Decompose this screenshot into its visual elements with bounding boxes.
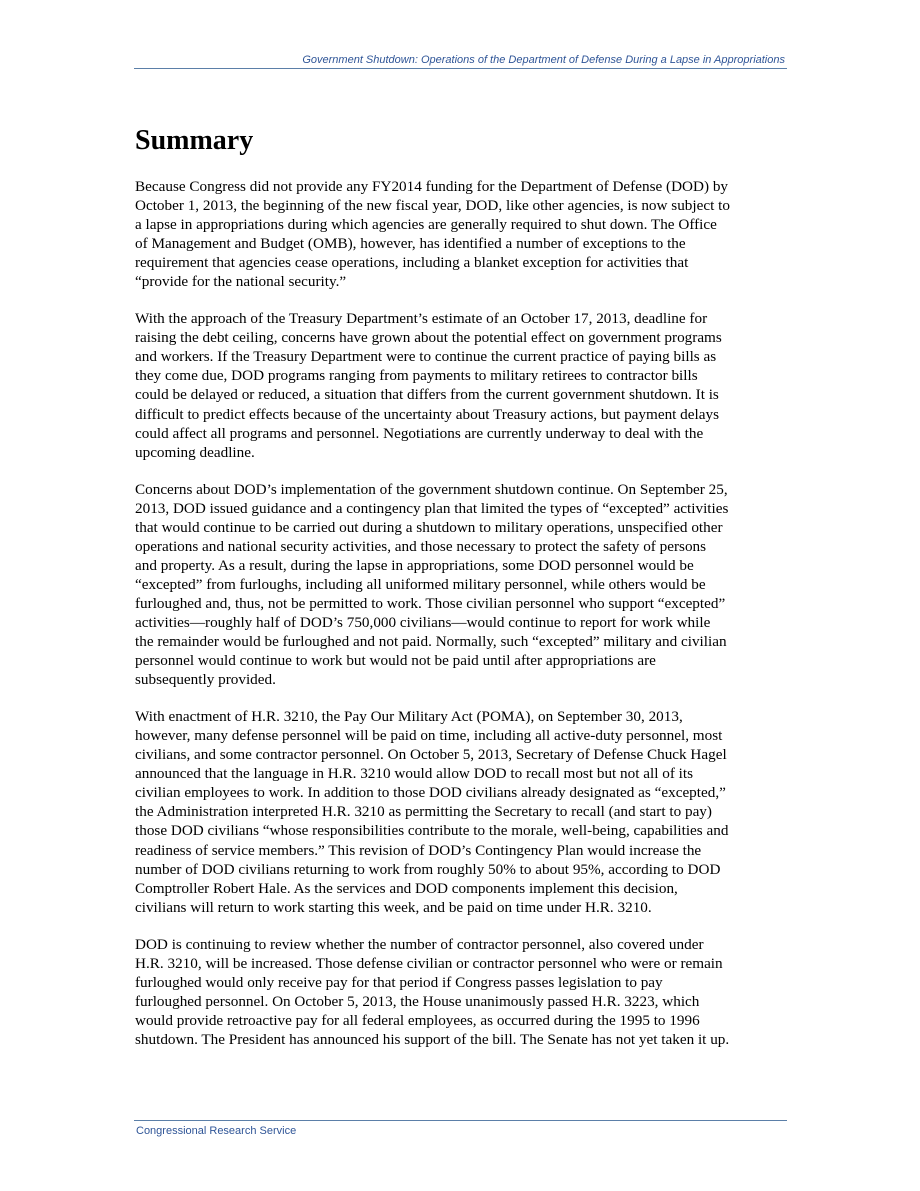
text-line: a lapse in appropriations during which agencies are generally required to shut down. The Office (135, 216, 717, 234)
section-title: Summary (135, 125, 254, 156)
paragraph-4 (135, 707, 787, 917)
text-line: however, many defense personnel will be paid on time, including all active-duty personnel, most (135, 727, 723, 745)
text-line: they come due, DOD programs ranging from payments to military retirees to contractor bills (135, 367, 698, 385)
text-line: 2013, DOD issued guidance and a contingency plan that limited the types of “excepted” activities (135, 499, 729, 517)
text-line: and workers. If the Treasury Department were to continue the current practice of paying bills as (135, 348, 717, 366)
text-line: Comptroller Robert Hale. As the services and DOD components implement this decision, (135, 879, 678, 897)
paragraph-5 (135, 935, 787, 1049)
text-line: operations and national security activities, and those necessary to protect the safety of persons (135, 537, 707, 555)
text-line: civilians, and some contractor personnel. On October 5, 2013, Secretary of Defense Chuck Hagel (135, 746, 727, 764)
text-line: personnel would continue to work but would not be paid until after appropriations are (135, 652, 656, 670)
publisher-name: Congressional Research Service (136, 1125, 297, 1137)
document-body (135, 124, 787, 1067)
text-line: of Management and Budget (OMB), however, has identified a number of exceptions to the (135, 235, 686, 253)
text-line: those DOD civilians “whose responsibilities contribute to the morale, well-being, capabilities and (135, 822, 729, 840)
text-line: the remainder would be furloughed and not paid. Normally, such “excepted” military and civilian (135, 633, 727, 651)
text-line: H.R. 3210, will be increased. Those defense civilian or contractor personnel who were or remain (135, 954, 723, 972)
text-line: difficult to predict effects because of the uncertainty about Treasury actions, but payment delays (135, 405, 719, 423)
text-line: civilian employees to work. In addition to those DOD civilians already designated as “excepted,” (135, 784, 726, 802)
text-line: “provide for the national security.” (135, 273, 347, 291)
text-line: readiness of service members.” This revision of DOD’s Contingency Plan would increase the (135, 841, 702, 859)
text-line: civilians will return to work starting this week, and be paid on time under H.R. 3210. (135, 898, 652, 916)
text-line: that would continue to be carried out during a shutdown to military operations, unspecified other (135, 518, 723, 536)
text-line: upcoming deadline. (135, 443, 255, 461)
paragraph-2 (135, 309, 787, 461)
text-line: number of DOD civilians returning to work from roughly 50% to about 95%, according to DOD (135, 860, 721, 878)
paragraph-1 (135, 177, 787, 291)
text-line: With the approach of the Treasury Department’s estimate of an October 17, 2013, deadline for (135, 310, 708, 328)
page-header (134, 54, 787, 69)
text-line: furloughed and, thus, not be permitted to work. Those civilian personnel who support “excepted” (135, 594, 726, 612)
text-line: could be delayed or reduced, a situation that differs from the current government shutdown. It is (135, 386, 719, 404)
text-line: requirement that agencies cease operations, including a blanket exception for activities that (135, 254, 689, 272)
running-title: Government Shutdown: Operations of the Department of Defense During a Lapse in Appropriations (302, 54, 785, 66)
paragraph-3 (135, 480, 787, 690)
text-line: With enactment of H.R. 3210, the Pay Our Military Act (POMA), on September 30, 2013, (135, 708, 683, 726)
text-line: “excepted” from furloughs, including all uniformed military personnel, while others would be (135, 575, 706, 593)
text-line: activities—roughly half of DOD’s 750,000 civilians—would continue to report for work while (135, 613, 711, 631)
text-line: and property. As a result, during the lapse in appropriations, some DOD personnel would be (135, 556, 694, 574)
text-line: furloughed personnel. On October 5, 2013, the House unanimously passed H.R. 3223, which (135, 992, 700, 1010)
text-line: DOD is continuing to review whether the number of contractor personnel, also covered under (135, 935, 704, 953)
text-line: announced that the language in H.R. 3210 would allow DOD to recall most but not all of its (135, 765, 694, 783)
text-line: shutdown. The President has announced his support of the bill. The Senate has not yet taken it up. (135, 1030, 730, 1048)
text-line: Concerns about DOD’s implementation of the government shutdown continue. On September 25, (135, 480, 728, 498)
text-line: Because Congress did not provide any FY2014 funding for the Department of Defense (DOD) by (135, 178, 729, 195)
text-line: could affect all programs and personnel. Negotiations are currently underway to deal with the (135, 424, 704, 442)
page-footer (134, 1120, 787, 1137)
text-line: would provide retroactive pay for all federal employees, as occurred during the 1995 to 1996 (135, 1011, 700, 1029)
text-line: furloughed would only receive pay for that period if Congress passes legislation to pay (135, 973, 663, 991)
text-line: raising the debt ceiling, concerns have grown about the potential effect on government programs (135, 329, 722, 347)
text-line: subsequently provided. (135, 671, 276, 689)
text-line: October 1, 2013, the beginning of the new fiscal year, DOD, like other agencies, is now subject to (135, 197, 730, 215)
text-line: the Administration interpreted H.R. 3210 as permitting the Secretary to recall (and start to pay) (135, 803, 712, 821)
